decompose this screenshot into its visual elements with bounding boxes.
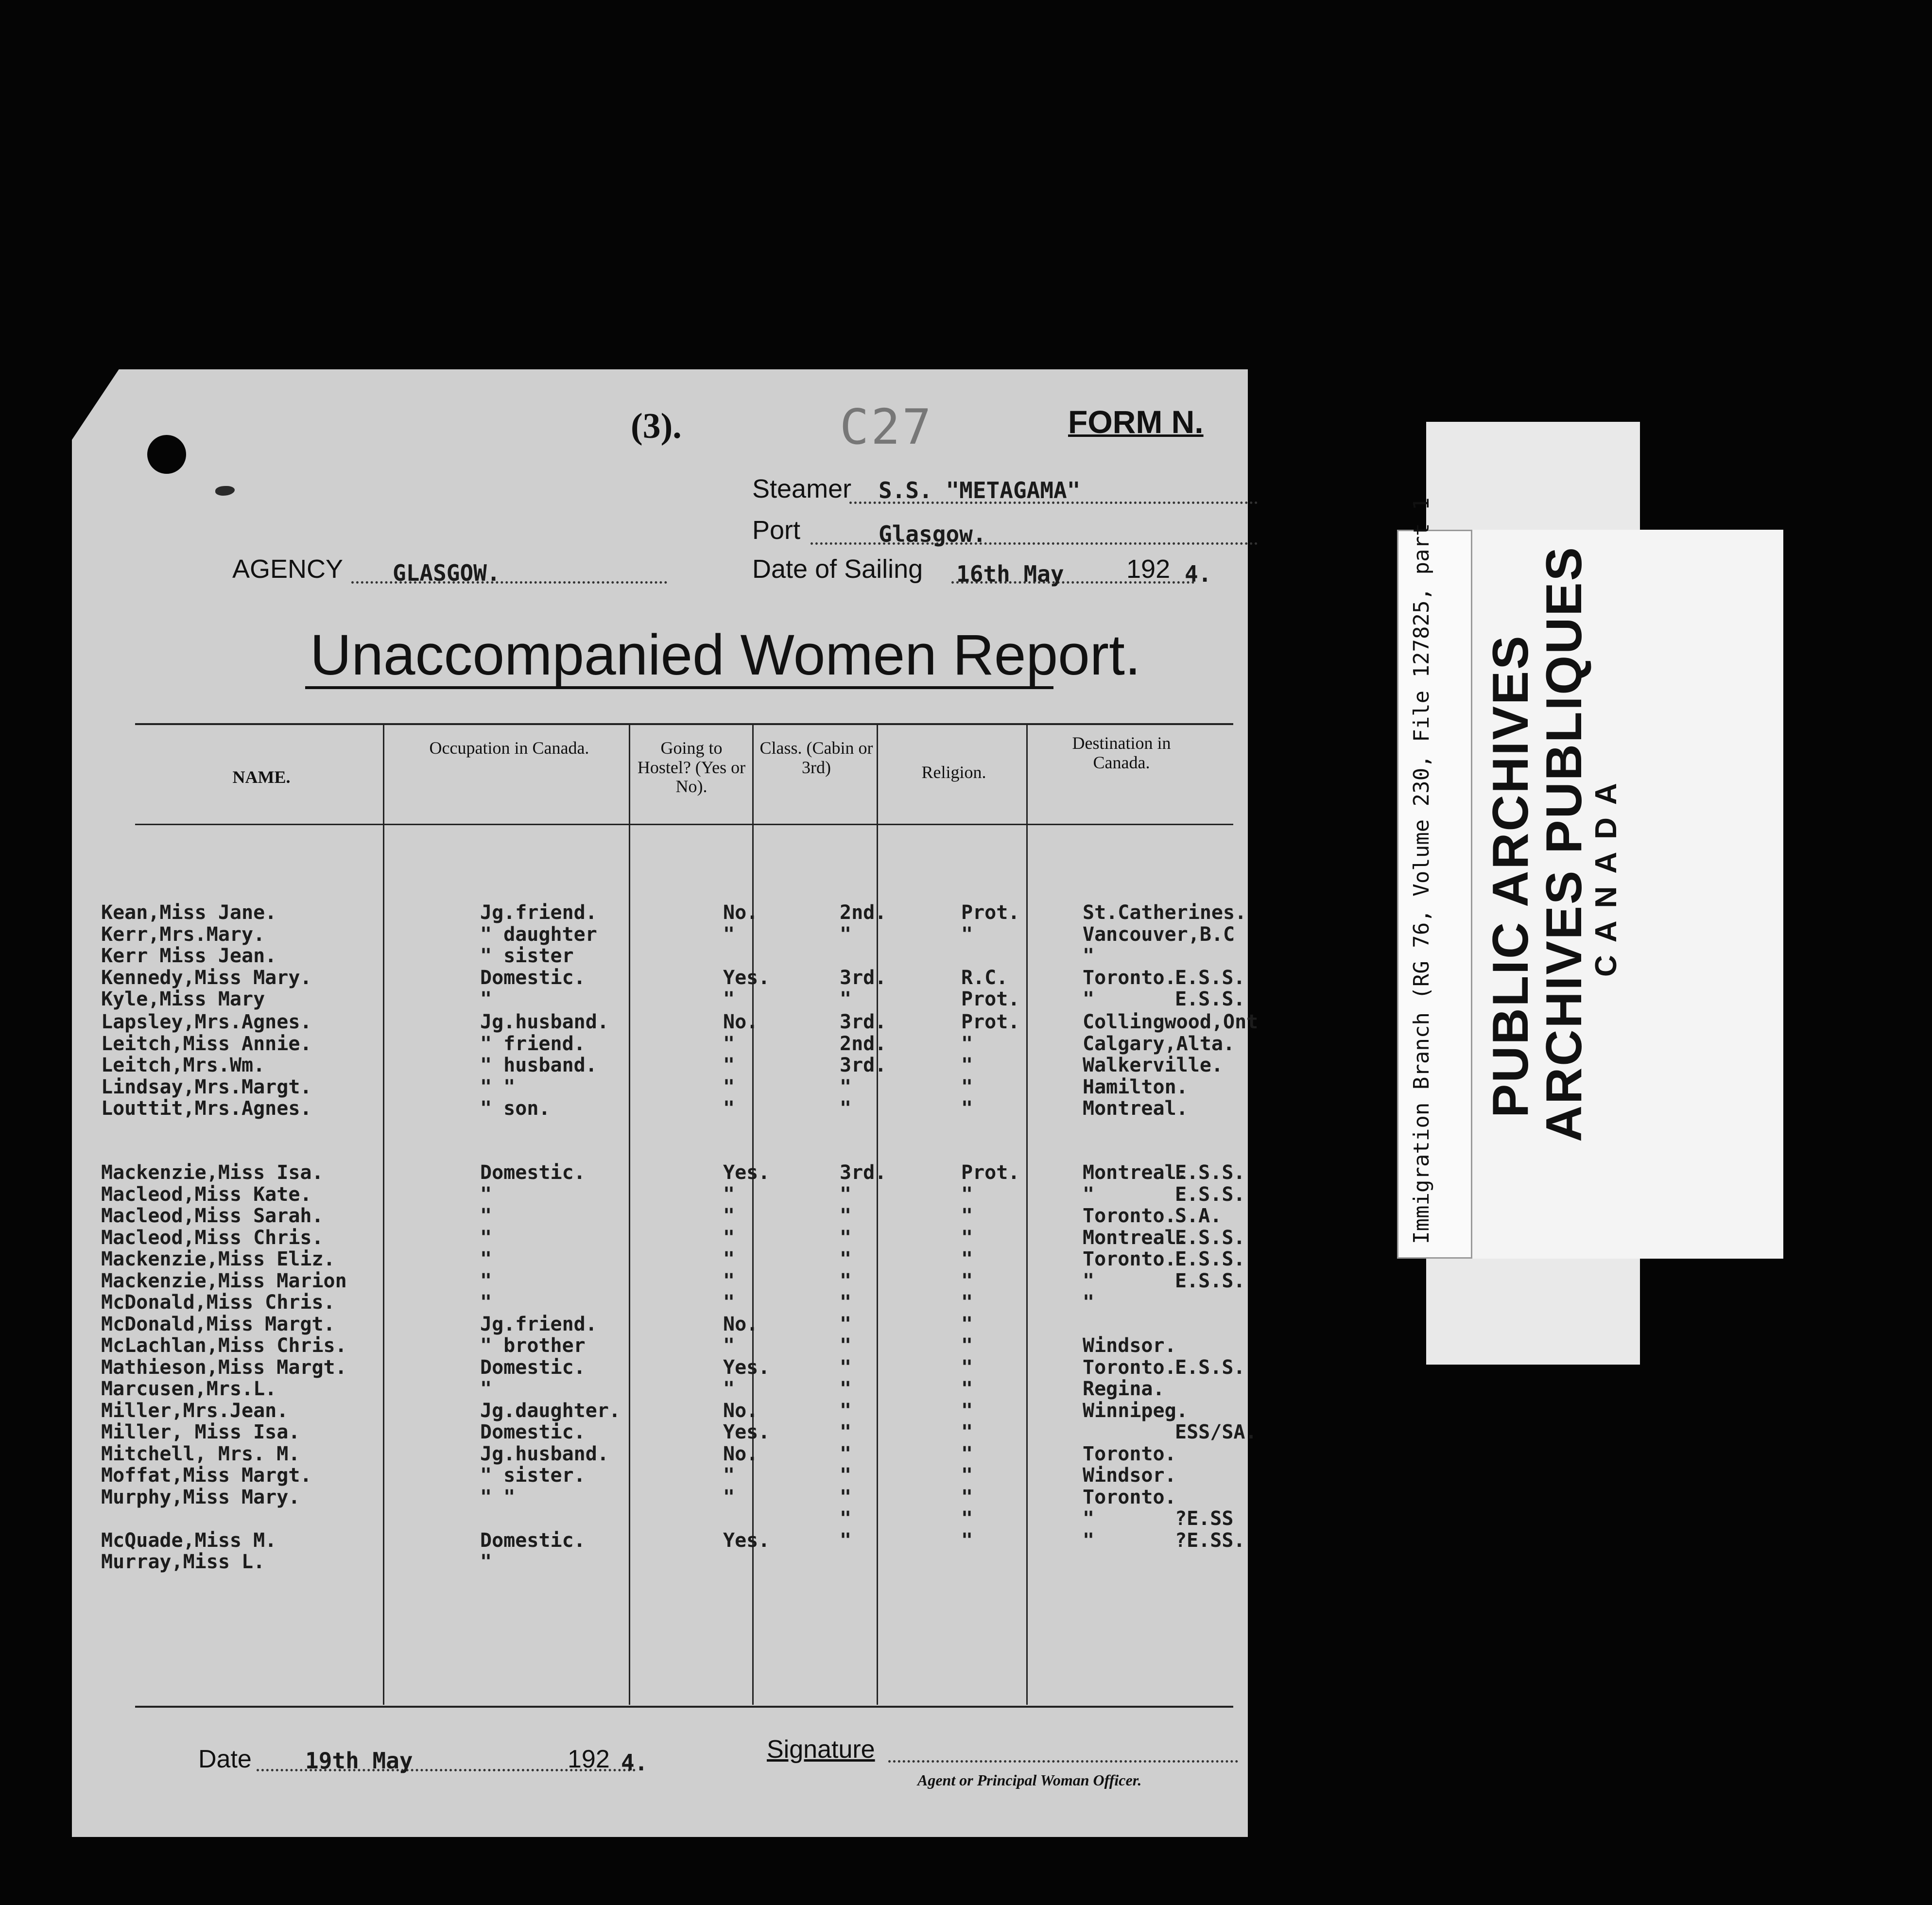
form-label: FORM N. <box>1068 404 1204 440</box>
table-row <box>101 1097 1238 1118</box>
cell-occ: " friend. <box>480 1033 586 1055</box>
cell-occ: Domestic. <box>480 967 586 989</box>
stamp-number: C27 <box>840 398 933 455</box>
cell-dest: Toronto. <box>1083 1248 1176 1270</box>
cell-rel: " <box>961 1313 973 1335</box>
cell-occ: " daughter <box>480 923 597 946</box>
cell-occ: Jg.husband. <box>480 1011 609 1033</box>
cell-rel: " <box>961 1334 973 1357</box>
cell-name: Louttit,Mrs.Agnes. <box>101 1097 312 1120</box>
signature-line <box>888 1760 1238 1763</box>
port-line <box>811 542 1258 545</box>
table-row <box>101 1551 1238 1571</box>
cell-name: Murray,Miss L. <box>101 1551 265 1573</box>
cell-name: Marcusen,Mrs.L. <box>101 1378 277 1400</box>
cell-class: " <box>840 988 852 1010</box>
cell-occ: Domestic. <box>480 1421 586 1443</box>
cell-hostel: No. <box>723 901 759 924</box>
steamer-value: S.S. "METAGAMA" <box>879 477 1081 503</box>
cell-dest: Winnipeg. <box>1083 1400 1188 1422</box>
cell-dest: " <box>1083 945 1095 967</box>
cell-class: " <box>840 1076 852 1098</box>
cell-dest: Montreal. <box>1083 1161 1188 1184</box>
cell-occ: Jg.friend. <box>480 1313 597 1335</box>
cell-name: Mitchell, Mrs. M. <box>101 1443 300 1465</box>
cell-name: Kerr Miss Jean. <box>101 945 277 967</box>
cell-class: " <box>840 1378 852 1400</box>
sailing-date: 16th May <box>956 561 1064 587</box>
col-hostel-header: Going to Hostel? (Yes or No). <box>637 738 746 797</box>
table-row <box>101 1183 1245 1206</box>
cell-rel: " <box>961 1356 973 1379</box>
cell-class: " <box>840 1227 852 1249</box>
cell-class: " <box>840 1248 852 1270</box>
cell-rel: " <box>961 1291 973 1314</box>
table-row <box>101 1033 1238 1053</box>
cell-dest: Toronto. <box>1083 1486 1176 1508</box>
cell-hostel: No. <box>723 1011 759 1033</box>
cell-dest: " <box>1083 1507 1095 1530</box>
cell-note: ESS/SA. <box>1175 1421 1257 1443</box>
archive-name-en: PUBLIC ARCHIVES <box>1483 634 1539 1118</box>
cell-occ: " sister <box>480 945 574 967</box>
table-row <box>101 1529 1245 1552</box>
report-sheet <box>72 369 1259 1837</box>
cell-name: Mathieson,Miss Margt. <box>101 1356 347 1379</box>
col-destination-header: Destination in Canada. <box>1072 733 1171 772</box>
table-row <box>101 1464 1238 1485</box>
table-row <box>101 967 1245 989</box>
cell-dest: Toronto. <box>1083 967 1176 989</box>
table-row <box>101 901 1247 924</box>
cell-rel: " <box>961 1507 973 1530</box>
cell-occ: " <box>480 1227 492 1249</box>
cell-hostel: No. <box>723 1400 759 1422</box>
cell-rel: Prot. <box>961 988 1020 1010</box>
cell-name: Lapsley,Mrs.Agnes. <box>101 1011 312 1033</box>
cell-hostel: " <box>723 988 735 1010</box>
cell-hostel: No. <box>723 1313 759 1335</box>
cell-hostel: " <box>723 1227 735 1249</box>
cell-hostel: " <box>723 1076 735 1098</box>
cell-name: Moffat,Miss Margt. <box>101 1464 312 1487</box>
table-row <box>101 1313 1238 1334</box>
cell-note: E.S.S. <box>1175 1270 1245 1292</box>
cell-hostel: " <box>723 1033 735 1055</box>
cell-note: ?E.SS. <box>1175 1529 1245 1552</box>
cell-hostel: " <box>723 1464 735 1487</box>
cell-dest: Montreal. <box>1083 1097 1188 1120</box>
cell-dest: St.Catherines. <box>1083 901 1247 924</box>
cell-class: " <box>840 1291 852 1314</box>
cell-class: " <box>840 1486 852 1508</box>
table-row <box>101 1270 1245 1292</box>
cell-rel: " <box>961 1270 973 1292</box>
cell-occ: " son. <box>480 1097 551 1120</box>
cell-occ: " " <box>480 1486 516 1508</box>
cell-rel: " <box>961 1443 973 1465</box>
cell-name: McQuade,Miss M. <box>101 1529 277 1552</box>
cell-class: " <box>840 1313 852 1335</box>
cell-occ: Jg.daughter. <box>480 1400 621 1422</box>
cell-hostel: " <box>723 1183 735 1206</box>
file-reference-strip <box>1397 530 1472 1259</box>
cell-name: McDonald,Miss Chris. <box>101 1291 335 1314</box>
cell-dest: " <box>1083 1291 1095 1314</box>
cell-hostel: " <box>723 1270 735 1292</box>
date-year-prefix: 192 <box>568 1745 610 1773</box>
cell-rel: " <box>961 1378 973 1400</box>
table-row <box>101 1421 1257 1443</box>
punch-hole <box>147 435 186 474</box>
cell-rel: " <box>961 1076 973 1098</box>
table-row <box>101 1054 1238 1074</box>
cell-hostel: " <box>723 1097 735 1120</box>
cell-name: Kennedy,Miss Mary. <box>101 967 312 989</box>
cell-class: 2nd. <box>840 901 887 924</box>
table-row <box>101 1334 1238 1355</box>
cell-rel: Prot. <box>961 1161 1020 1184</box>
cell-hostel: " <box>723 1054 735 1076</box>
cell-occ: Domestic. <box>480 1529 586 1552</box>
cell-hostel: " <box>723 923 735 946</box>
cell-dest: Toronto. <box>1083 1356 1176 1379</box>
cell-occ: " " <box>480 1076 516 1098</box>
cell-occ: " <box>480 1551 492 1573</box>
cell-dest: Windsor. <box>1083 1464 1176 1487</box>
report-date: 19th May <box>305 1748 413 1774</box>
cell-occ: " sister. <box>480 1464 586 1487</box>
sailing-label: Date of Sailing <box>752 554 923 584</box>
cell-name: Kerr,Mrs.Mary. <box>101 923 265 946</box>
cell-rel: " <box>961 1227 973 1249</box>
cell-class: 2nd. <box>840 1033 887 1055</box>
cell-hostel: " <box>723 1378 735 1400</box>
table-row <box>101 945 1238 965</box>
cell-occ: " <box>480 1248 492 1270</box>
date-label: Date <box>198 1745 252 1773</box>
steamer-label: Steamer <box>752 474 852 503</box>
cell-name: Macleod,Miss Kate. <box>101 1183 312 1206</box>
cell-class: " <box>840 1421 852 1443</box>
cell-hostel: " <box>723 1205 735 1227</box>
cell-note: E.S.S. <box>1175 1227 1245 1249</box>
cell-rel: " <box>961 1097 973 1120</box>
cell-name: Lindsay,Mrs.Margt. <box>101 1076 312 1098</box>
cell-class: " <box>840 1529 852 1552</box>
cell-name: Leitch,Miss Annie. <box>101 1033 312 1055</box>
cell-name: Kyle,Miss Mary <box>101 988 265 1010</box>
cell-dest: " <box>1083 1529 1095 1552</box>
col-name-header: NAME. <box>232 767 291 787</box>
cell-rel: " <box>961 1183 973 1206</box>
table-row <box>101 1011 1259 1033</box>
cell-dest: " <box>1083 1183 1095 1206</box>
cell-class: " <box>840 1097 852 1120</box>
cell-rel: " <box>961 1421 973 1443</box>
signature-caption: Agent or Principal Woman Officer. <box>917 1771 1142 1789</box>
cell-note: ?E.SS <box>1175 1507 1234 1530</box>
cell-hostel: " <box>723 1291 735 1314</box>
cell-rel: " <box>961 1400 973 1422</box>
cell-note: E.S.S. <box>1175 1183 1245 1206</box>
sailing-year-suffix: 4. <box>1185 561 1212 587</box>
cell-hostel: " <box>723 1248 735 1270</box>
cell-note: E.S.S. <box>1175 988 1245 1010</box>
table-row <box>101 1161 1245 1184</box>
cell-dest: Calgary,Alta. <box>1083 1033 1235 1055</box>
cell-name: Mackenzie,Miss Isa. <box>101 1161 324 1184</box>
ink-smudge <box>215 486 235 496</box>
cell-dest: " <box>1083 988 1095 1010</box>
archive-country: CANADA <box>1589 770 1623 977</box>
table-row <box>101 1378 1238 1398</box>
table-row <box>101 1443 1238 1463</box>
cell-occ: Domestic. <box>480 1161 586 1184</box>
cell-class: " <box>840 1334 852 1357</box>
table-row <box>101 988 1245 1010</box>
col-religion-header: Religion. <box>921 762 986 782</box>
table-bottom-rule <box>135 1706 1233 1708</box>
cell-name: McDonald,Miss Margt. <box>101 1313 335 1335</box>
cell-rel: " <box>961 1054 973 1076</box>
file-reference: Immigration Branch (RG 76, Volume 230, File 127825, part 1 <box>1409 497 1434 1244</box>
cell-dest: Vancouver,B.C <box>1083 923 1235 946</box>
cell-class: " <box>840 1464 852 1487</box>
cell-note: E.S.S. <box>1175 1356 1245 1379</box>
cell-dest: Toronto. <box>1083 1443 1176 1465</box>
sailing-year-prefix: 192 <box>1126 554 1171 584</box>
port-label: Port <box>752 516 801 545</box>
cell-name: Mackenzie,Miss Eliz. <box>101 1248 335 1270</box>
cell-dest: " <box>1083 1270 1095 1292</box>
date-year-suffix: 4. <box>621 1749 648 1776</box>
cell-name: Miller,Mrs.Jean. <box>101 1400 289 1422</box>
cell-rel: " <box>961 1529 973 1552</box>
cell-occ: Domestic. <box>480 1356 586 1379</box>
cell-class: 3rd. <box>840 1161 887 1184</box>
cell-hostel: " <box>723 1486 735 1508</box>
table-row <box>101 923 1238 944</box>
cell-class: " <box>840 1356 852 1379</box>
cell-rel: " <box>961 1486 973 1508</box>
cell-class: 3rd. <box>840 967 887 989</box>
cell-name: Murphy,Miss Mary. <box>101 1486 300 1508</box>
cell-occ: " <box>480 1291 492 1314</box>
cell-rel: R.C. <box>961 967 1008 989</box>
cell-occ: " <box>480 1205 492 1227</box>
cell-hostel: Yes. <box>723 967 770 989</box>
cell-occ: " <box>480 1183 492 1206</box>
cell-hostel: Yes. <box>723 1161 770 1184</box>
cell-class: " <box>840 1270 852 1292</box>
cell-dest: Windsor. <box>1083 1334 1176 1357</box>
col-occupation-header: Occupation in Canada. <box>429 738 589 758</box>
cell-class: " <box>840 1507 852 1530</box>
cell-note: E.S.S. <box>1175 1161 1245 1184</box>
cell-name: Macleod,Miss Sarah. <box>101 1205 324 1227</box>
cell-name: Mackenzie,Miss Marion <box>101 1270 347 1292</box>
table-top-rule <box>135 723 1233 725</box>
cell-dest: Montreal. <box>1083 1227 1188 1249</box>
cell-hostel: " <box>723 1334 735 1357</box>
cell-occ: " <box>480 1378 492 1400</box>
cell-class: " <box>840 1183 852 1206</box>
clipped-corner <box>71 368 120 441</box>
cell-note: S.A. <box>1175 1205 1222 1227</box>
archive-name-fr: ARCHIVES PUBLIQUES <box>1536 545 1592 1142</box>
table-row <box>101 1291 1238 1312</box>
cell-class: " <box>840 923 852 946</box>
cell-dest: Walkerville. <box>1083 1054 1223 1076</box>
cell-occ: " <box>480 988 492 1010</box>
table-row <box>101 1205 1238 1225</box>
table-row <box>101 1400 1238 1420</box>
table-row <box>101 1356 1245 1379</box>
cell-rel: " <box>961 923 973 946</box>
cell-name: Kean,Miss Jane. <box>101 901 277 924</box>
report-title: Unaccompanied Women Report. <box>310 623 1141 687</box>
header-bottom-rule <box>135 824 1233 825</box>
cell-class: " <box>840 1443 852 1465</box>
cell-class: 3rd. <box>840 1054 887 1076</box>
cell-rel: Prot. <box>961 901 1020 924</box>
cell-hostel: Yes. <box>723 1529 770 1552</box>
cell-name: Leitch,Mrs.Wm. <box>101 1054 265 1076</box>
cell-name: McLachlan,Miss Chris. <box>101 1334 347 1357</box>
cell-rel: Prot. <box>961 1011 1020 1033</box>
table-row <box>101 1076 1238 1096</box>
col-class-header: Class. (Cabin or 3rd) <box>759 738 873 777</box>
cell-dest: Regina. <box>1083 1378 1165 1400</box>
port-value: Glasgow. <box>879 521 986 547</box>
cell-hostel: Yes. <box>723 1421 770 1443</box>
cell-rel: " <box>961 1033 973 1055</box>
cell-name: Macleod,Miss Chris. <box>101 1227 324 1249</box>
table-row <box>101 1507 1238 1528</box>
cell-occ: Jg.friend. <box>480 901 597 924</box>
cell-dest: Toronto. <box>1083 1205 1176 1227</box>
sheet-number: (3). <box>631 406 682 446</box>
cell-occ: " <box>480 1270 492 1292</box>
cell-rel: " <box>961 1464 973 1487</box>
title-underline <box>305 686 1053 689</box>
signature-label: Signature <box>767 1735 875 1764</box>
cell-occ: Jg.husband. <box>480 1443 609 1465</box>
cell-dest: Collingwood,Ont <box>1083 1011 1259 1033</box>
cell-class: 3rd. <box>840 1011 887 1033</box>
cell-hostel: No. <box>723 1443 759 1465</box>
cell-class: " <box>840 1400 852 1422</box>
cell-dest: Hamilton. <box>1083 1076 1188 1098</box>
cell-hostel: Yes. <box>723 1356 770 1379</box>
table-row <box>101 1227 1245 1249</box>
cell-note: E.S.S. <box>1175 1248 1245 1270</box>
agency-value: GLASGOW. <box>393 560 500 586</box>
cell-class: " <box>840 1205 852 1227</box>
table-row <box>101 1486 1238 1507</box>
cell-rel: " <box>961 1205 973 1227</box>
cell-occ: " brother <box>480 1334 586 1357</box>
cell-note: E.S.S. <box>1175 967 1245 989</box>
table-row <box>101 1248 1245 1270</box>
cell-name: Miller, Miss Isa. <box>101 1421 300 1443</box>
cell-occ: " husband. <box>480 1054 597 1076</box>
cell-rel: " <box>961 1248 973 1270</box>
agency-label: AGENCY <box>232 554 344 584</box>
